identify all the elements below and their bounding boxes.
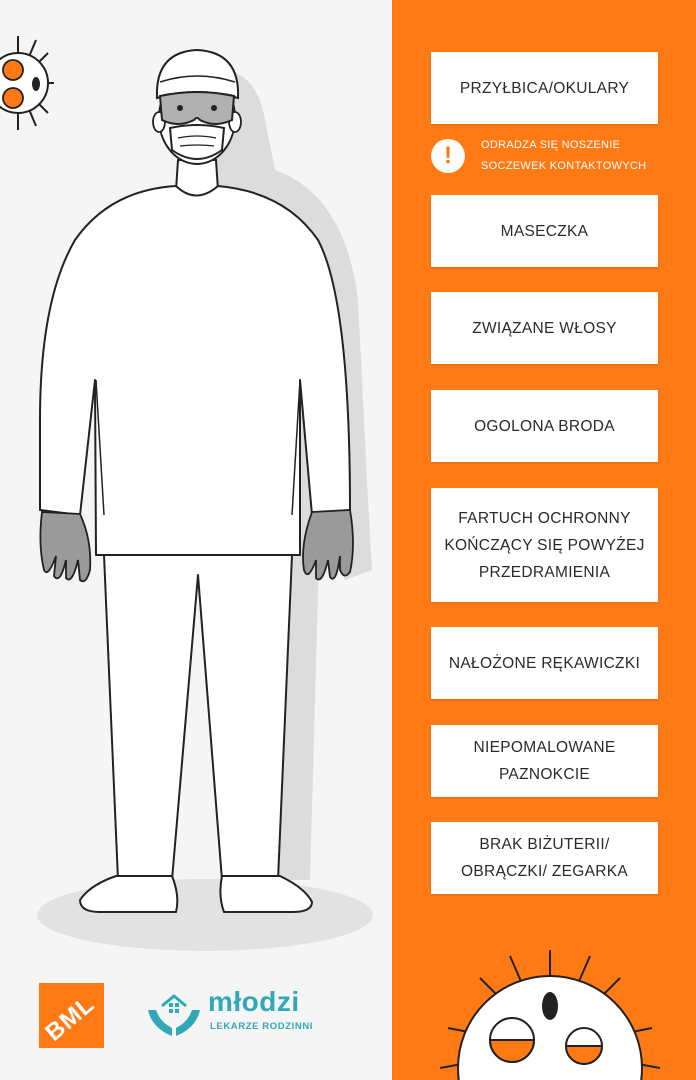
checklist-item-face-shield [431,52,658,124]
mlodzi-logo-subtitle: LEKARZE RODZINNI [210,1021,314,1032]
item-label: BRAK BIŻUTERII/ OBRĄCZKI/ ZEGARKA [460,836,629,880]
item-label: NIEPOMALOWANE PAZNOKCIE [473,739,616,783]
warning-text: ODRADZA SIĘ NOSZENIE SOCZEWEK KONTAKTOWYCH [481,139,647,172]
item-label: NAŁOŻONE RĘKAWICZKI [448,654,641,672]
item-label: ZWIĄZANE WŁOSY [472,319,617,337]
checklist-item-protective-gown [431,488,658,602]
virus-icon [440,948,696,1080]
virus-icon [0,28,58,138]
checklist-item-shaved-beard [431,390,658,462]
exclamation-icon: ! [431,139,465,173]
checklist-item-gloves [431,627,658,699]
item-label: MASECZKA [500,222,589,240]
checklist-item-no-jewelry [431,822,658,894]
house-hands-icon [144,988,204,1044]
item-label: FARTUCH OCHRONNY KOŃCZĄCY SIĘ POWYŻEJ PRZEDRAMIENIA [444,509,645,581]
checklist-item-mask [431,195,658,267]
bml-logo [39,983,104,1048]
item-label: OGOLONA BRODA [474,417,615,435]
bml-logo-text: BML [40,990,100,1047]
mlodzi-logo-name: młodzi [208,986,300,1017]
item-label: PRZYŁBICA/OKULARY [459,79,630,97]
checklist-item-tied-hair [431,292,658,364]
contact-lens-warning [431,136,671,176]
checklist-item-unpainted-nails [431,725,658,797]
mlodzi-lekarze-rodzinni-logo [144,988,344,1044]
